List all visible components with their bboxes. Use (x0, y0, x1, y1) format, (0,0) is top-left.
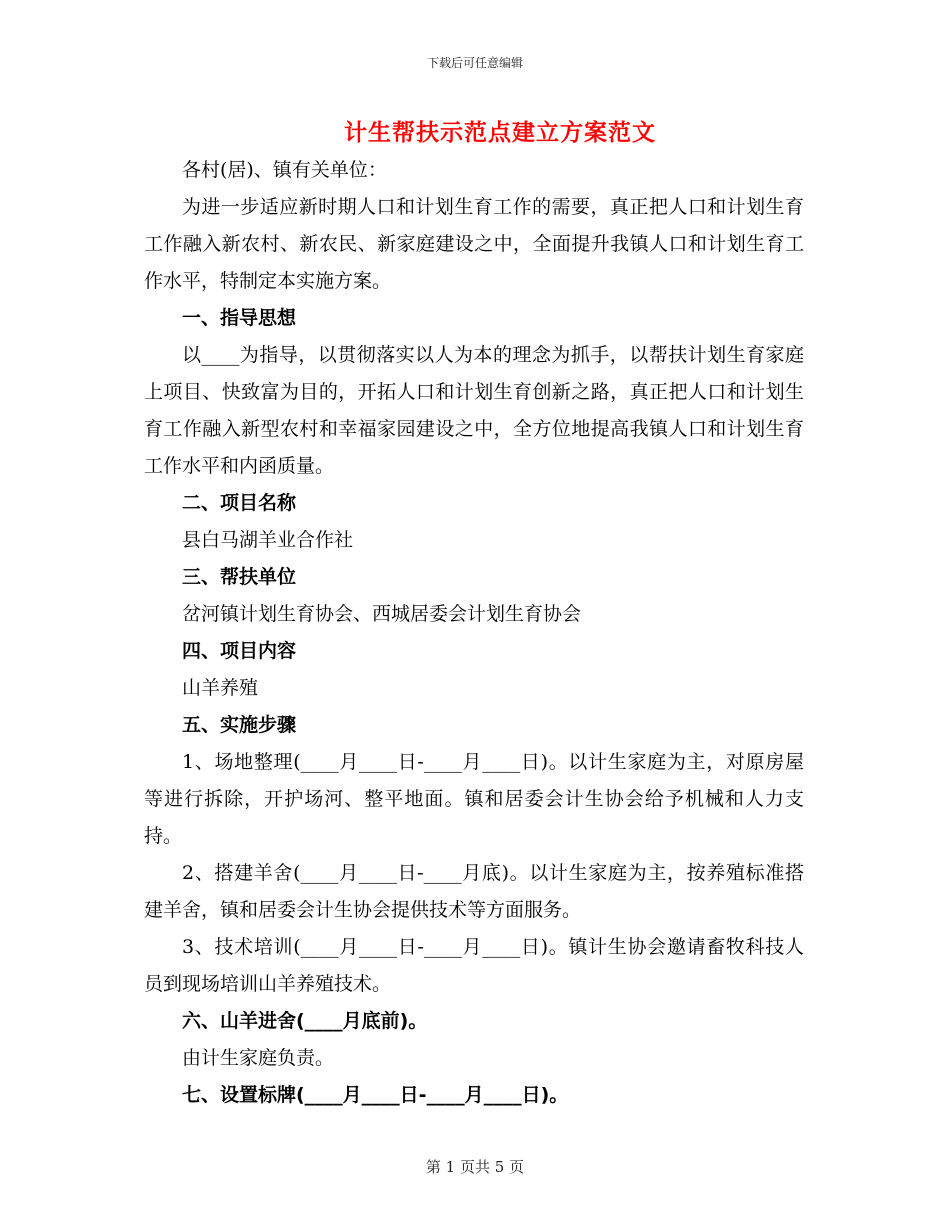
step-paragraph: 3、技术培训(____月____日-____月____日)。镇计生协会邀请畜牧科技人员到现场培训山羊养殖技术。 (144, 936, 804, 995)
page-number: 第 1 页共 5 页 (425, 1158, 525, 1176)
body-paragraph: 以____为指导，以贯彻落实以人为本的理念为抓手，以帮扶计划生育家庭上项目、快致富为目的，开拓人口和计划生育创新之路，真正把人口和计划生育工作融入新型农村和幸福家园建设之中，全方位地提高我镇人口和计划生育工作水平和内函质量。 (144, 344, 804, 477)
document-body (144, 152, 804, 1114)
section-heading: 一、指导思想 (182, 307, 297, 329)
section-heading: 二、项目名称 (182, 492, 297, 514)
body-paragraph: 县白马湖羊业合作社 (182, 529, 354, 551)
step-paragraph: 2、搭建羊舍(____月____日-____月底)。以计生家庭为主，按养殖标准搭建羊舍，镇和居委会计生协会提供技术等方面服务。 (144, 862, 804, 921)
header-note: 下载后可任意编辑 (426, 56, 523, 70)
section-heading: 四、项目内容 (182, 640, 297, 662)
body-paragraph: 山羊养殖 (182, 677, 259, 699)
document-title: 计生帮扶示范点建立方案范文 (344, 119, 656, 146)
section-heading: 三、帮扶单位 (182, 566, 297, 588)
section-heading: 七、设置标牌(____月____日-____月____日)。 (182, 1084, 569, 1106)
section-heading: 六、山羊进舍(____月底前)。 (182, 1010, 428, 1032)
section-heading: 五、实施步骤 (182, 714, 297, 736)
salutation: 各村(居)、镇有关单位： (182, 159, 387, 181)
step-paragraph: 1、场地整理(____月____日-____月____日)。以计生家庭为主，对原房屋等进行拆除，开护场河、整平地面。镇和居委会计生协会给予机械和人力支持。 (144, 751, 804, 847)
intro-paragraph: 为进一步适应新时期人口和计划生育工作的需要，真正把人口和计划生育工作融入新农村、新农民、新家庭建设之中，全面提升我镇人口和计划生育工作水平，特制定本实施方案。 (144, 196, 804, 292)
body-paragraph: 岔河镇计划生育协会、西城居委会计划生育协会 (182, 603, 582, 625)
body-paragraph: 由计生家庭负责。 (182, 1047, 335, 1069)
